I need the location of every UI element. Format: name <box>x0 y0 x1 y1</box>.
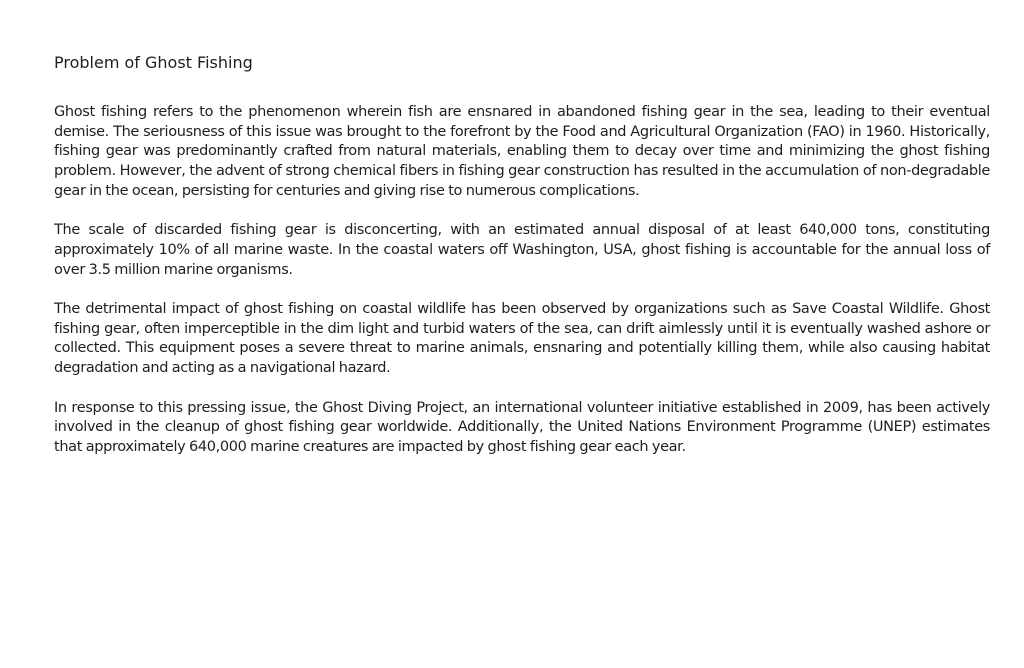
document-title: Problem of Ghost Fishing <box>54 53 253 72</box>
paragraph-4: In response to this pressing issue, the Ghost Diving Project, an international volunteer initiative established in 2009, has been actively involved in the cleanup of ghost fishing gear worldwide. Additionally, the United Nations Environment Programme (UNEP) estimates that approximately 640,000 marine creatures are impacted by ghost fishing gear each year. <box>54 399 990 455</box>
paragraph-2: The scale of discarded fishing gear is disconcerting, with an estimated annual disposal of at least 640,000 tons, constituting approximately 10% of all marine waste. In the coastal waters off Washington, USA, ghost fishing is accountable for the annual loss of over 3.5 million marine organisms. <box>54 222 990 278</box>
paragraph-3: The detrimental impact of ghost fishing on coastal wildlife has been observed by organizations such as Save Coastal Wildlife. Ghost fishing gear, often imperceptible in the dim light and turbid waters of the sea, can drift aimlessly until it is eventually washed ashore or collected. This equipment poses a severe threat to marine animals, ensnaring and potentially killing them, while also causing habitat degradation and acting as a navigational hazard. <box>54 301 990 377</box>
document-page <box>54 52 990 477</box>
paragraph-1: Ghost fishing refers to the phenomenon wherein fish are ensnared in abandoned fishing gear in the sea, leading to their eventual demise. The seriousness of this issue was brought to the forefront by the Food and Agricultural Organization (FAO) in 1960. Historically, fishing gear was predominantly crafted from natural materials, enabling them to decay over time and minimizing the ghost fishing problem. However, the advent of strong chemical fibers in fishing gear construction has resulted in the accumulation of non-degradable gear in the ocean, persisting for centuries and giving rise to numerous complications. <box>54 104 990 199</box>
